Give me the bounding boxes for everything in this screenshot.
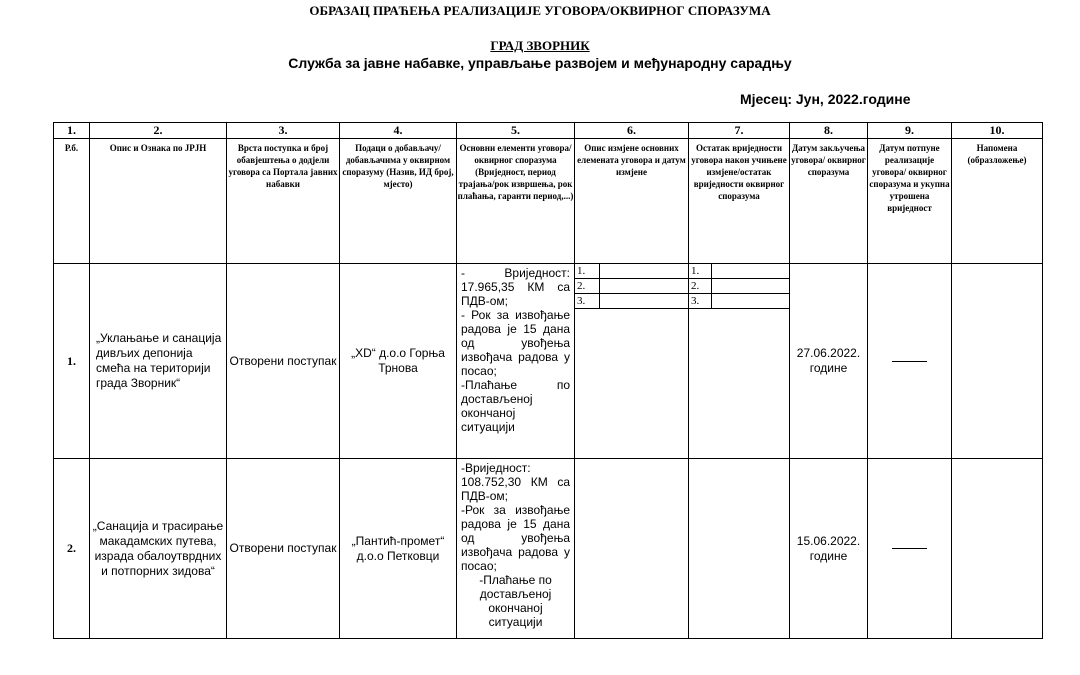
sub-row-value: [711, 294, 789, 309]
header-change-description: Опис измјене основних елемената уговора и датум измјене: [575, 139, 689, 264]
column-number: 2.: [90, 123, 227, 139]
row-procedure: Отворени поступак: [227, 264, 340, 459]
header-description: Опис и Ознака по ЈРЈН: [90, 139, 227, 264]
column-header-row: [54, 139, 1043, 264]
header-rb: Р.б.: [54, 139, 90, 264]
row-elements: [457, 264, 575, 459]
sub-row-label: 2.: [575, 279, 599, 294]
header-supplier: Подаци о добављачу/ добављачима у оквирном споразуму (Назив, ИД број, мјесто): [340, 139, 457, 264]
header-date-completed: Датум потпуне реализације уговора/ оквирног споразума и укупна утрошена вриједност: [868, 139, 952, 264]
row-description: „Санација и трасирање макадамских путева, израда обалоутврдних и потпорних зидова“: [90, 459, 227, 639]
element-value: -Вриједност: 108.752,30 КМ са ПДВ-ом;: [461, 461, 570, 503]
row-date-completed: [868, 264, 952, 459]
header-date-signed: Датум закључења уговора/ оквирног споразума: [790, 139, 868, 264]
form-title: ОБРАЗАЦ ПРАЋЕЊА РЕАЛИЗАЦИЈЕ УГОВОРА/ОКВИРНОГ СПОРАЗУМА: [309, 3, 771, 18]
sub-row-value: [599, 294, 688, 309]
header-note: Напомена (образложење): [952, 139, 1043, 264]
element-value: - Вриједност: 17.965,35 КМ са ПДВ-ом;: [461, 266, 570, 308]
column-number: 3.: [227, 123, 340, 139]
table-row: [54, 459, 1043, 639]
element-deadline: -Рок за извођање радова је 15 дана од увођења извођача радова у посао;: [461, 503, 570, 573]
change-subtable: [575, 264, 688, 309]
city-name: ГРАД ЗВОРНИК: [490, 38, 590, 53]
row-note: [952, 264, 1043, 459]
row-date-signed: 15.06.2022. године: [790, 459, 868, 639]
row-number: 2.: [54, 459, 90, 639]
row-supplier: „XD“ д.о.о Горња Трнова: [340, 264, 457, 459]
row-date-signed: 27.06.2022. године: [790, 264, 868, 459]
row-procedure: Отворени поступак: [227, 459, 340, 639]
column-number: 1.: [54, 123, 90, 139]
sub-row-value: [599, 279, 688, 294]
row-elements: [457, 459, 575, 639]
column-number: 5.: [457, 123, 575, 139]
column-number: 6.: [575, 123, 689, 139]
element-deadline: - Рок за извођање радова је 15 дана од увођења извођача радова у посао;: [461, 308, 570, 378]
sub-row-label: 3.: [689, 294, 711, 309]
row-note: [952, 459, 1043, 639]
header-remaining-value: Остатак вриједности уговора након учињене измјене/остатак вриједности оквирног споразума: [689, 139, 790, 264]
sub-row-value: [599, 264, 688, 279]
sub-row-label: 1.: [689, 264, 711, 279]
sub-row-value: [711, 264, 789, 279]
table-row: [54, 264, 1043, 459]
row-remaining-value: [689, 264, 790, 459]
column-number: 4.: [340, 123, 457, 139]
row-number: 1.: [54, 264, 90, 459]
row-remaining-value: [689, 459, 790, 639]
sub-row-label: 3.: [575, 294, 599, 309]
column-number-row: [54, 123, 1043, 139]
sub-row-label: 2.: [689, 279, 711, 294]
contract-tracking-table: [53, 122, 1043, 639]
row-change-description: [575, 264, 689, 459]
empty-dash: [892, 548, 927, 549]
column-number: 8.: [790, 123, 868, 139]
report-month: Мјесец: Јун, 2022.године: [740, 91, 911, 107]
column-number: 7.: [689, 123, 790, 139]
row-date-completed: [868, 459, 952, 639]
sub-row-value: [711, 279, 789, 294]
element-payment: -Плаћање по достављеној окончаној ситуацији: [461, 378, 570, 434]
column-number: 9.: [868, 123, 952, 139]
header-procedure: Врста поступка и број обавјештења о додјели уговора са Портала јавних набавки: [227, 139, 340, 264]
empty-dash: [892, 361, 927, 362]
service-name: Служба за јавне набавке, управљање развојем и међународну сарадњу: [288, 55, 792, 71]
row-supplier: „Пантић-промет“ д.о.о Петковци: [340, 459, 457, 639]
element-payment: -Плаћање по достављеној окончаној ситуацији: [479, 573, 552, 629]
remaining-subtable: [689, 264, 789, 309]
column-number: 10.: [952, 123, 1043, 139]
sub-row-label: 1.: [575, 264, 599, 279]
row-change-description: [575, 459, 689, 639]
row-description: „Уклањање и санација дивљих депонија смећа на територији града Зворник“: [90, 264, 227, 459]
header-elements: Основни елементи уговора/оквирног споразума (Вриједност, период трајања/рок извршења, рок плаћања, гаранти период,...): [457, 139, 575, 264]
